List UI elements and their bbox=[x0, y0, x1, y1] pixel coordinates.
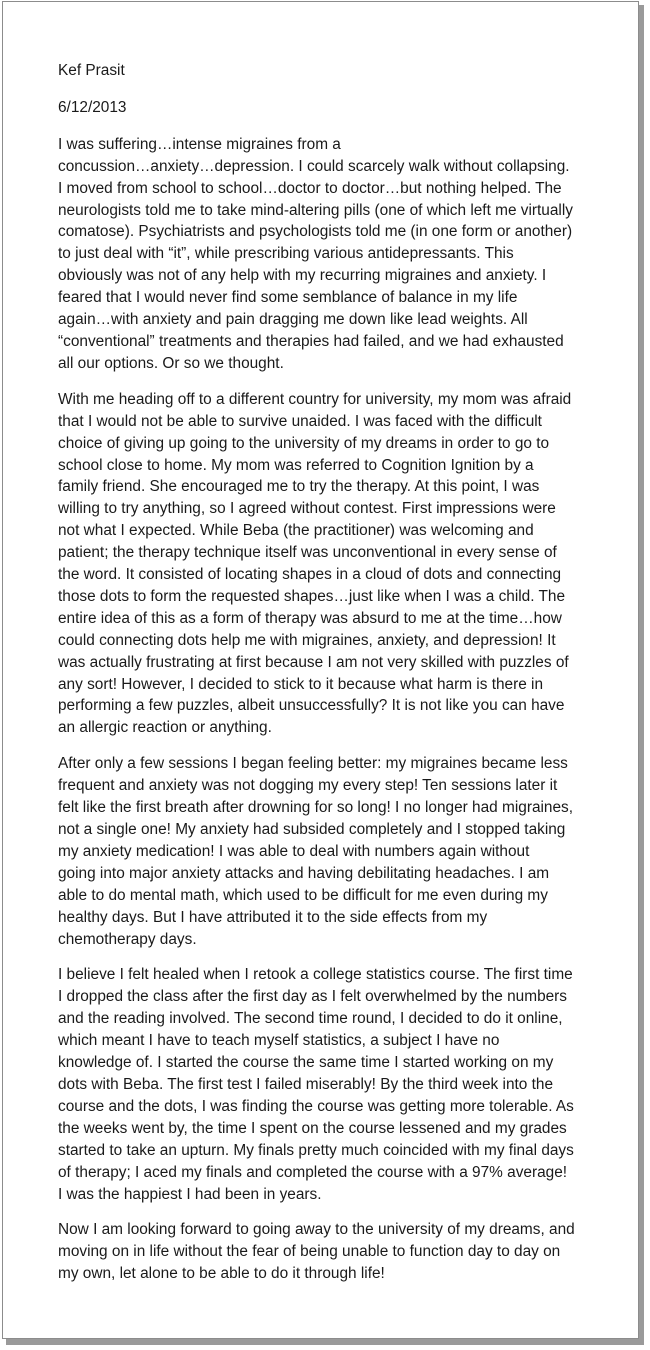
paragraph-5: Now I am looking forward to going away to the university of my dreams, and moving on in life without the fear of being unable to function day to day on my own, let alone to be able to do it through life! bbox=[58, 1221, 575, 1283]
letter-date: 6/12/2013 bbox=[58, 98, 127, 116]
document-page bbox=[2, 1, 639, 1339]
paragraph-2: With me heading off to a different country for university, my mom was afraid that I would not be able to survive unaided. I was faced with the difficult choice of giving up going to the university of my dreams in order to go to school close to home. My mom was referred to Cognition Ignition by a family friend. She encouraged me to try the therapy. At this point, I was willing to try anything, so I agreed without contest. First impressions were not what I expected. While Beba (the practitioner) was welcoming and patient; the therapy technique itself was unconventional in every sense of the word. It consisted of locating shapes in a cloud of dots and connecting those dots to form the requested shapes…just like when I was a child. The entire idea of this as a form of therapy was absurd to me at the time…how could connecting dots help me with migraines, anxiety, and depression! It was actually frustrating at first because I am not very skilled with puzzles of any sort! However, I decided to stick to it because what harm is there in performing a few puzzles, albeit unsuccessfully? It is not like you can have an allergic reaction or anything. bbox=[58, 390, 572, 737]
paragraph-3: After only a few sessions I began feeling better: my migraines became less frequent and anxiety was not dogging my every step! Ten sessions later it felt like the first breath after drowning for so long! I no longer had migraines, not a single one! My anxiety had subsided completely and I stopped taking my anxiety medication! I was able to deal with numbers again without going into major anxiety attacks and having debilitating headaches. I am able to do mental math, which used to be difficult for me even during my healthy days. But I have attributed it to the side effects from my chemotherapy days. bbox=[58, 755, 574, 948]
paragraph-4: I believe I felt healed when I retook a college statistics course. The first time I dropped the class after the first day as I felt overwhelmed by the numbers and the reading involved. The second time round, I decided to do it online, which meant I have to teach myself statistics, a subject I have no knowledge of. I started the course the same time I started working on my dots with Beba. The first test I failed miserably! By the third week into the course and the dots, I was finding the course was getting more tolerable. As the weeks went by, the time I spent on the course lessened and my grades started to take an upturn. My finals pretty much coincided with my final days of therapy; I aced my finals and completed the course with a 97% average! I was the happiest I had been in years. bbox=[58, 966, 574, 1203]
letter-body bbox=[58, 60, 618, 1299]
paragraph-1: I was suffering…intense migraines from a concussion…anxiety…depression. I could scarcely walk without collapsing. I moved from school to school…doctor to doctor…but nothing helped. The neurologists told me to take mind-altering pills (one of which left me virtually comatose). Psychiatrists and psychologists told me (in one form or another) to just deal with “it”, while prescribing various antidepressants. This obviously was not of any help with my recurring migraines and anxiety. I feared that I would never find some semblance of balance in my life again…with anxiety and pain dragging me down like lead weights. All “conventional” treatments and therapies had failed, and we had exhausted all our options. Or so we thought. bbox=[58, 135, 573, 372]
author-name: Kef Prasit bbox=[58, 62, 125, 79]
